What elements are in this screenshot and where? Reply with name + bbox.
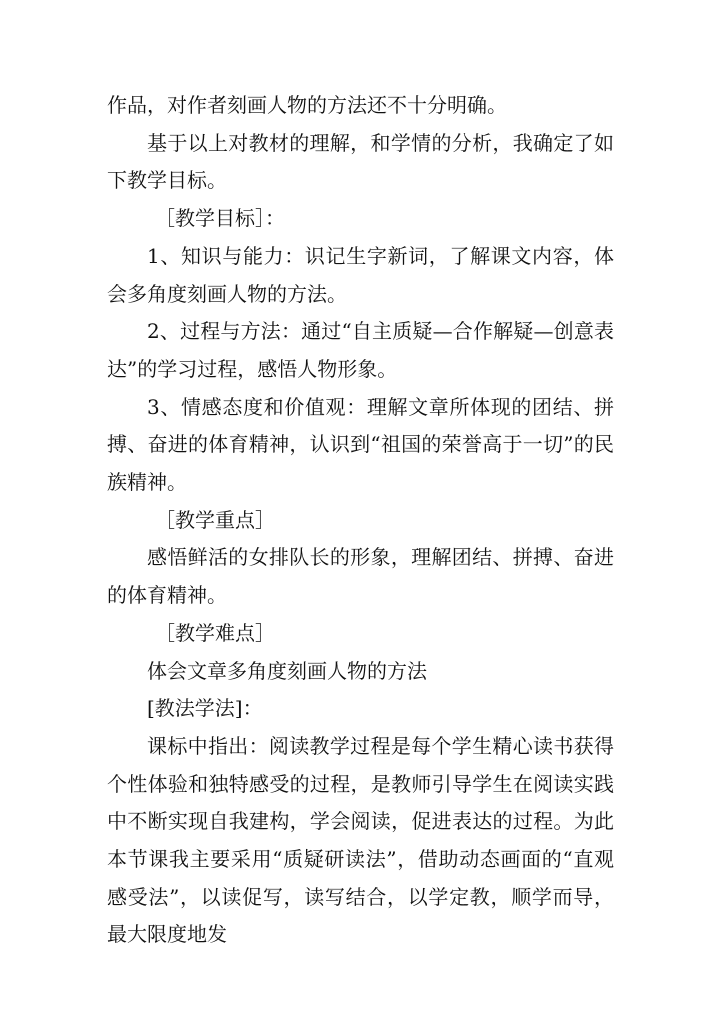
heading-teaching-difficulty: ［教学难点］ <box>155 620 275 645</box>
paragraph-continued: 作品，对作者刻画人物的方法还不十分明确。 <box>107 93 507 117</box>
goal-knowledge-ability: 1、知识与能力：识记生字新词，了解课文内容，体会多角度刻画人物的方法。 <box>107 243 614 306</box>
document-body <box>107 87 614 954</box>
goal-emotion-values: 3、情感态度和价值观：理解文章所体现的团结、拼搏、奋进的体育精神，认识到“祖国的荣誉高于一切”的民族精神。 <box>107 394 614 495</box>
paragraph-teaching-difficulty: 体会文章多角度刻画人物的方法 <box>147 658 427 683</box>
heading-teaching-goals: ［教学目标］： <box>155 206 285 231</box>
goal-process-method: 2、过程与方法：通过“自主质疑—合作解疑—创意表达”的学习过程，感悟人物形象。 <box>107 319 614 381</box>
heading-teaching-focus: ［教学重点］ <box>155 507 275 532</box>
paragraph-teaching-focus: 感悟鲜活的女排队长的形象，理解团结、拼搏、奋进的体育精神。 <box>107 545 614 608</box>
heading-teaching-methods: [教法学法]： <box>147 696 263 721</box>
paragraph-goals-intro: 基于以上对教材的理解，和学情的分析，我确定了如下教学目标。 <box>107 130 614 193</box>
paragraph-teaching-methods: 课标中指出：阅读教学过程是每个学生精心读书获得个性体验和独特感受的过程，是教师引导学生在阅读实践中不断实现自我建构，学会阅读，促进表达的过程。为此本节课我主要采用“质疑研读法”，借助动态画面的“直观感受法”，以读促写，读写结合，以学定教，顺学而导，最大限度地发 <box>107 733 614 947</box>
